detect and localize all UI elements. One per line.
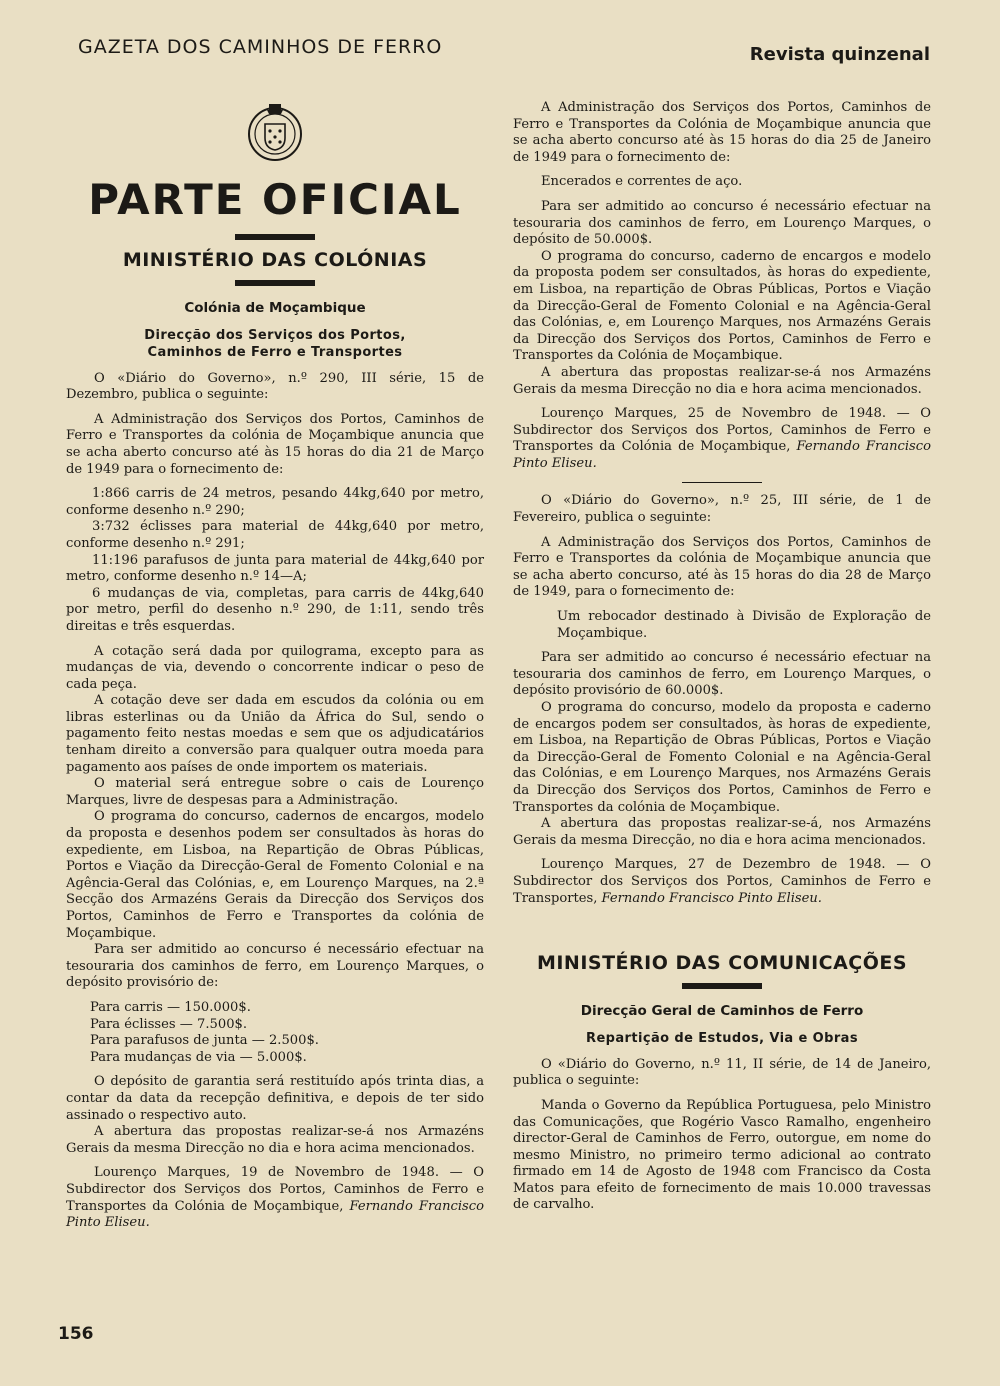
signature-paragraph [513, 406, 931, 472]
paragraph: O «Diário do Governo, n.º 11, II série, de 14 de Janeiro, publica o seguinte: [513, 1056, 931, 1089]
paragraph: A abertura das propostas realizar-se-á, nos Armazéns Gerais da mesma Direcção, no dia e hora acima mencionados. [513, 816, 931, 848]
signature-text: Lourenço Marques, 25 de Novembro de 1948. — O Subdirector dos Serviços dos Portos, Caminhos de Ferro e Transportes da Colónia de Moçambique, [513, 406, 931, 455]
deposit-item: Para mudanças de via — 5.000$. [90, 1049, 307, 1065]
divider-bar [235, 280, 315, 286]
signature-name: Fernando Francisco Pinto Eliseu. [66, 1198, 484, 1231]
running-header-title: GAZETA DOS CAMINHOS DE FERRO [78, 36, 443, 58]
paragraph: Manda o Governo da República Portuguesa, pelo Ministro das Comunicações, que Rogério Vasco Ramalho, engenheiro director-Geral de Caminhos de Ferro, outorgue, em nome do mesmo Ministro, no primeiro termo adicional ao contrato firmado em 14 de Agosto de 1948 com Francisco da Costa Matos para efeito de fornecimento de mais 10.000 travessas de carvalho. [513, 1097, 931, 1213]
deposit-item: Para parafusos de junta — 2.500$. [90, 1033, 319, 1049]
paragraph: A abertura das propostas realizar-se-á nos Armazéns Gerais da mesma Direcção no dia e hora acima mencionados. [66, 1124, 484, 1156]
list-item: 3:732 éclisses para material de 44kg,640 por metro, conforme desenho n.º 291; [66, 519, 484, 551]
divider-line [682, 482, 762, 483]
department-heading-line: Direcção dos Serviços dos Portos, [144, 327, 406, 343]
paragraph: A Administração dos Serviços dos Portos, Caminhos de Ferro e Transportes da colónia de Moçambique anuncia que se acha aberto concurso, até às 15 horas do dia 28 de Março de 1949, para o fornecimento de: [513, 534, 931, 600]
signature-name: Fernando Francisco Pinto Eliseu. [601, 890, 822, 906]
paragraph: A Administração dos Serviços dos Portos, Caminhos de Ferro e Transportes da colónia de Moçambique anuncia que se acha aberto concurso até às 15 horas do dia 21 de Março de 1949 para o fornecimento de: [66, 411, 484, 477]
signature-paragraph [513, 857, 931, 907]
paragraph: Um rebocador destinado à Divisão de Exploração de Moçambique. [557, 609, 931, 641]
paragraph: O programa do concurso, modelo da proposta e caderno de encargos podem ser consultados, às horas de expediente, em Lisboa, na Repartição de Obras Públicas, Portos e Viação da Direcção-Geral de Fomento Colonial e na Agência-Geral das Colónias, e em Lourenço Marques, nos Armazéns Gerais da Direcção dos Serviços dos Portos, Caminhos de Ferro e Transportes da colónia de Moçambique. [513, 700, 931, 815]
paragraph: Para ser admitido ao concurso é necessário efectuar na tesouraria dos caminhos de ferro, em Lourenço Marques, o depósito provisório de 60.000$. [513, 650, 931, 699]
paragraph: O material será entregue sobre o cais de Lourenço Marques, livre de despesas para a Administração. [66, 776, 484, 808]
paragraph: O programa do concurso, caderno de encargos e modelo da proposta podem ser consultados, às horas do expediente, em Lisboa, na repartição de Obras Públicas, Portos e Viação da Direcção-Geral de Fomento Colonial e na Agência-Geral das Colónias, e, em Lourenço Marques, nos Armazéns Gerais da Direcção dos Serviços dos Portos, Caminhos de Ferro e Transportes da Colónia de Moçambique. [513, 248, 931, 364]
signature-text: Lourenço Marques, 19 de Novembro de 1948. — O Subdirector dos Serviços dos Portos, Caminhos de Ferro e Transportes da Colónia de Moçambique, [66, 1165, 484, 1214]
paragraph: O «Diário do Governo», n.º 290, III série, 15 de Dezembro, publica o seguinte: [66, 370, 484, 403]
directorate-heading: Direcção Geral de Caminhos de Ferro [580, 1003, 864, 1020]
colony-heading: Colónia de Moçambique [184, 300, 366, 316]
left-column [66, 100, 484, 1232]
department-heading: Repartição de Estudos, Via e Obras [586, 1030, 858, 1046]
deposit-item: Para éclisses — 7.500$. [90, 1016, 248, 1032]
paragraph: A cotação deve ser dada em escudos da colónia ou em libras esterlinas ou da União da África do Sul, sendo o pagamento feito nestas moedas e sem que os adjudicatários tenham direito a conversão para qualquer outra moeda para pagamento aos países de onde importem os materiais. [66, 693, 484, 775]
paragraph: A Administração dos Serviços dos Portos, Caminhos de Ferro e Transportes da Colónia de Moçambique anuncia que se acha aberto concurso até às 15 horas do dia 25 de Janeiro de 1949 para o fornecimento de: [513, 100, 931, 165]
list-item: 11:196 parafusos de junta para material de 44kg,640 por metro, conforme desenho n.º 14—A; [66, 552, 484, 585]
paragraph: A abertura das propostas realizar-se-á nos Armazéns Gerais da mesma Direcção no dia e hora acima mencionados. [513, 364, 931, 397]
list-item: 6 mudanças de via, completas, para carris de 44kg,640 por metro, perfil do desenho n.º 290, de 1:11, sendo três direitas e três esquerdas. [66, 585, 484, 634]
signature-name: Fernando Francisco Pinto Eliseu. [513, 439, 931, 471]
page-title: PARTE OFICIAL [88, 175, 462, 224]
list-item: 1:866 carris de 24 metros, pesando 44kg,640 por metro, conforme desenho n.º 290; [66, 486, 484, 518]
ministry-heading: MINISTÉRIO DAS COLÓNIAS [122, 249, 428, 271]
running-header-subtitle: Revista quinzenal [749, 44, 930, 65]
page-number: 156 [58, 1324, 94, 1344]
divider-bar [235, 234, 315, 240]
department-heading-line: Caminhos de Ferro e Transportes [147, 344, 403, 360]
signature-paragraph [66, 1165, 484, 1231]
ministry-heading: MINISTÉRIO DAS COMUNICAÇÕES [536, 952, 908, 975]
paragraph: O depósito de garantia será restituído após trinta dias, a contar da data da recepção definitiva, e depois de ter sido assinado o respectivo auto. [66, 1074, 484, 1123]
paragraph: A cotação será dada por quilograma, excepto para as mudanças de via, devendo o concorrente indicar o peso de cada peça. [66, 643, 484, 692]
paragraph: O programa do concurso, cadernos de encargos, modelo da proposta e desenhos podem ser consultados às horas do expediente, em Lisboa, na Repartição de Obras Públicas, Portos e Viação da Direcção-Geral de Fomento Colonial e na Agência-Geral das Colónias, e, em Lourenço Marques, na 2.ª Secção dos Armazéns Gerais da Direcção dos Serviços dos Portos, Caminhos de Ferro e Transportes da colónia de Moçambique. [66, 809, 484, 941]
divider-bar [682, 983, 762, 989]
paragraph: Encerados e correntes de aço. [541, 174, 743, 190]
paragraph: Para ser admitido ao concurso é necessário efectuar na tesouraria dos caminhos de ferro, em Lourenço Marques, o depósito de 50.000$. [513, 198, 931, 248]
right-column [513, 100, 931, 1214]
paragraph: O «Diário do Governo», n.º 25, III série, de 1 de Fevereiro, publica o seguinte: [513, 493, 931, 526]
paragraph: Para ser admitido ao concurso é necessário efectuar na tesouraria dos caminhos de ferro, em Lourenço Marques, o depósito provisório de: [66, 942, 484, 991]
coat-of-arms-icon [243, 100, 307, 164]
signature-text: Lourenço Marques, 27 de Dezembro de 1948. — O Subdirector dos Serviços dos Portos, Caminhos de Ferro e Transportes, [513, 857, 931, 906]
deposit-item: Para carris — 150.000$. [90, 999, 251, 1015]
department-heading [66, 327, 484, 361]
